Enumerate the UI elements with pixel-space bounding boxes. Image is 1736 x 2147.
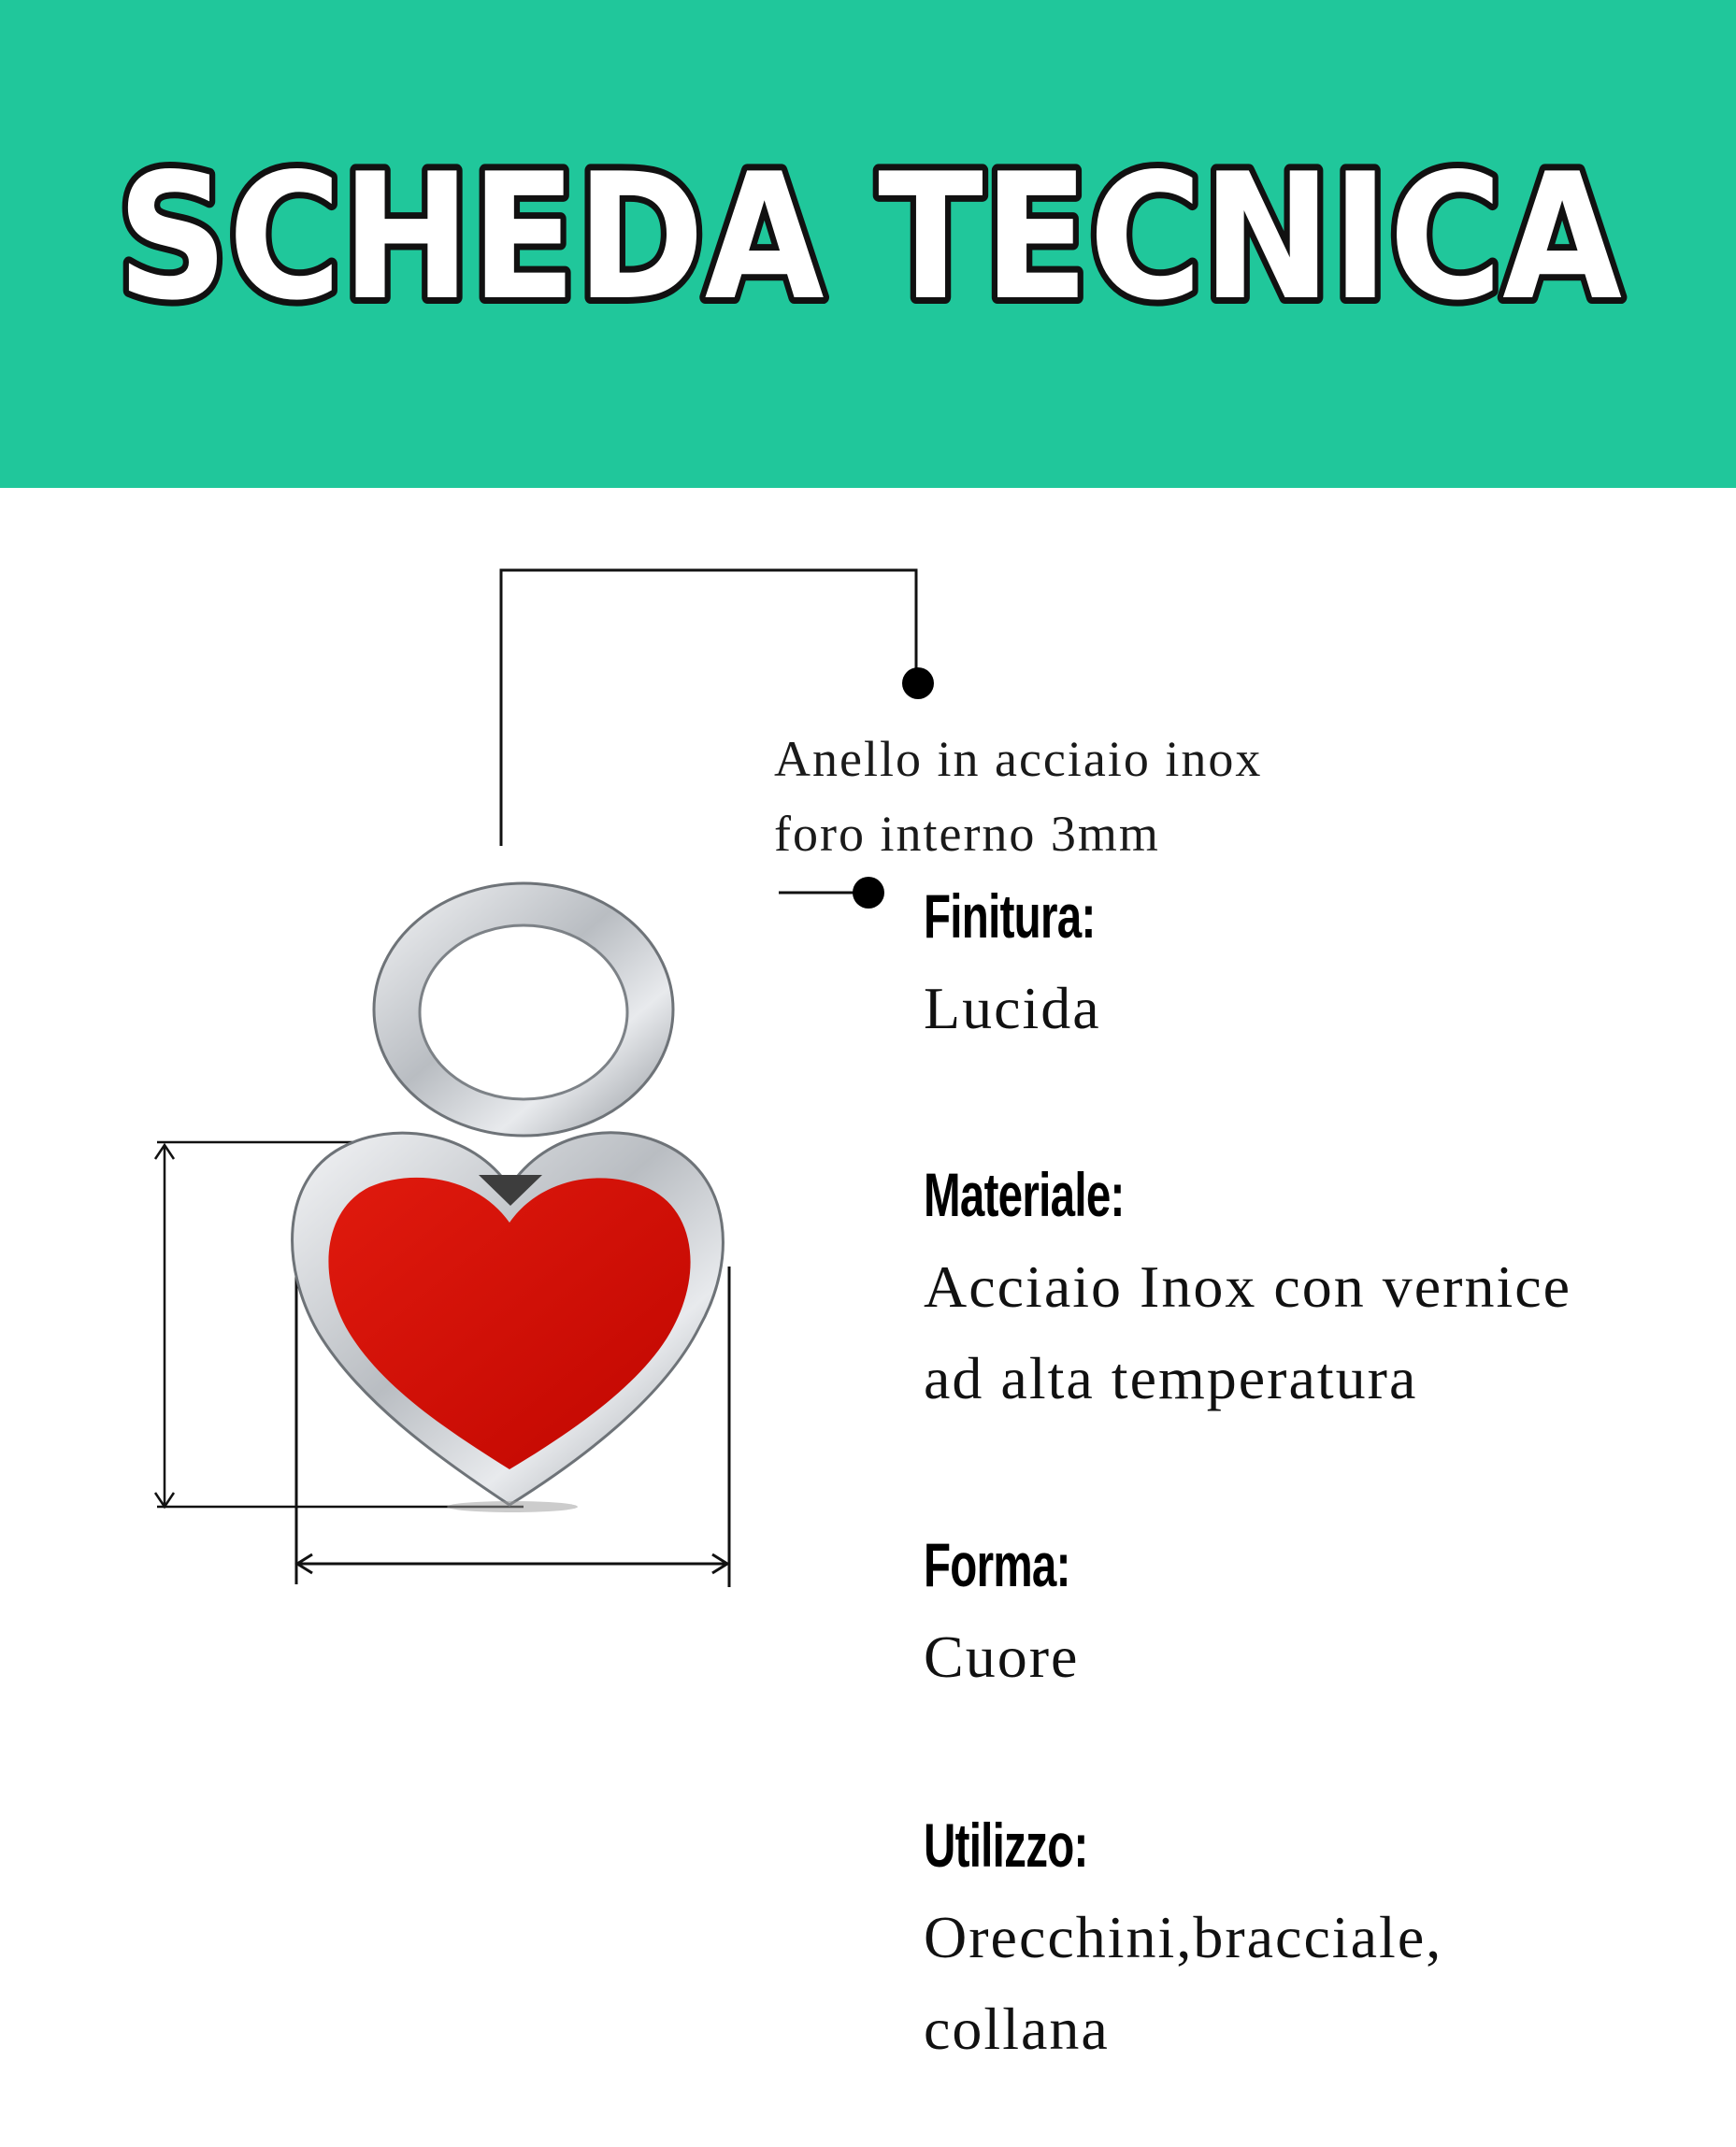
callout-dot-icon (853, 877, 884, 909)
spec-value-line: ad alta temperatura (924, 1345, 1418, 1411)
spec-value-line: Orecchini,bracciale, (924, 1904, 1443, 1970)
spec-material (924, 1157, 1728, 1424)
spec-value-line: Lucida (924, 975, 1101, 1041)
callout-dot-icon (902, 667, 934, 699)
spec-value-line: collana (924, 1996, 1110, 2062)
pendant-ring (374, 883, 673, 1136)
spec-shape (924, 1527, 1728, 1703)
page-title-graphic (0, 0, 1736, 488)
heart-shadow (447, 1501, 578, 1512)
spec-value (924, 1241, 1728, 1424)
spec-value-line: Acciaio Inox con vernice (924, 1253, 1572, 1320)
spec-label: Finitura: (924, 881, 1096, 951)
page-title: SCHEDA TECNICA (117, 136, 1623, 338)
spec-label: Materiale: (924, 1160, 1125, 1229)
spec-value (924, 963, 1728, 1054)
spec-value (924, 1892, 1728, 2075)
spec-value (924, 1611, 1728, 1703)
ring-callout-line-1: Anello in acciaio inox (774, 731, 1263, 787)
spec-finish (924, 879, 1728, 1054)
spec-value-line: Cuore (924, 1624, 1080, 1690)
ring-callout-line-2: foro interno 3mm (774, 806, 1160, 862)
spec-label: Forma: (924, 1530, 1070, 1599)
spec-label: Utilizzo: (924, 1811, 1088, 1880)
ring-callout-text (774, 722, 1354, 871)
spec-usage (924, 1808, 1728, 2075)
